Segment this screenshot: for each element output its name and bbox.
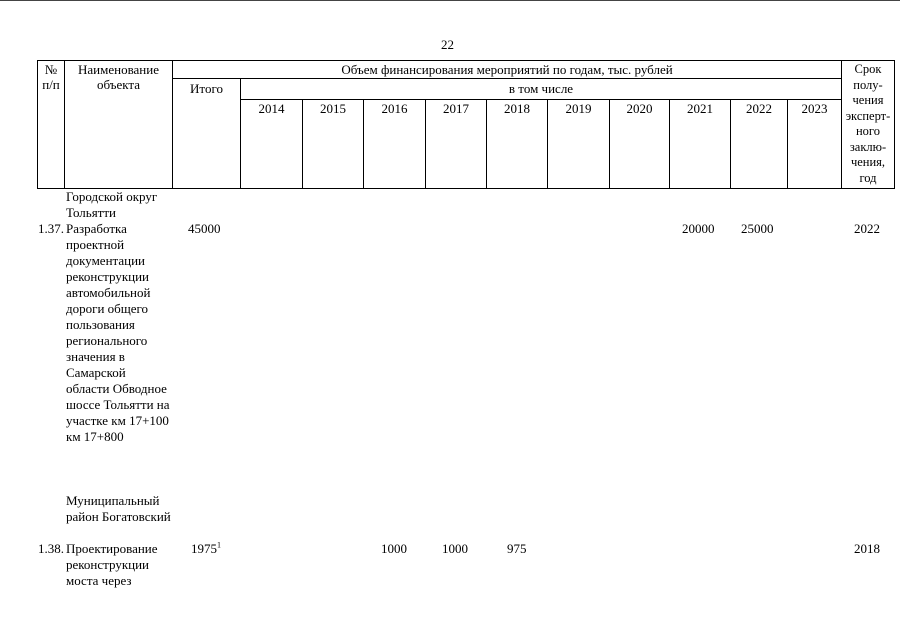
page-number: 22 bbox=[441, 37, 454, 52]
header-year-2017: 2017 bbox=[443, 101, 469, 116]
header-year-2023: 2023 bbox=[801, 101, 828, 116]
header-col-num: № п/п bbox=[42, 62, 60, 92]
row-value-2021: 20000 bbox=[682, 221, 715, 236]
header-col-total: Итого bbox=[190, 81, 223, 96]
row-object-name: Проектирование реконструкции моста через bbox=[66, 541, 158, 588]
row-term: 2018 bbox=[854, 541, 880, 556]
header-year-2021: 2021 bbox=[687, 101, 713, 116]
header-col-name: Наименование объекта bbox=[78, 62, 159, 92]
row-number: 1.37. bbox=[38, 221, 64, 236]
row-region: Муниципальный район Богатовский bbox=[66, 493, 171, 524]
header-year-2018: 2018 bbox=[504, 101, 530, 116]
header-year-2019: 2019 bbox=[565, 101, 592, 116]
row-value-2017: 1000 bbox=[442, 541, 468, 556]
row-number: 1.38. bbox=[38, 541, 64, 556]
header-col-volume: Объем финансирования мероприятий по годам, тыс. рублей bbox=[341, 62, 673, 77]
row-value-2016: 1000 bbox=[381, 541, 407, 556]
page-top-border bbox=[0, 0, 900, 1]
header-year-2022: 2022 bbox=[746, 101, 772, 116]
row-region: Городской округ Тольятти bbox=[66, 189, 158, 220]
header-year-2015: 2015 bbox=[320, 101, 346, 116]
row-value-2018: 975 bbox=[507, 541, 527, 556]
header-year-2014: 2014 bbox=[258, 101, 285, 116]
row-value-2022: 25000 bbox=[741, 221, 774, 236]
header-col-term: Срок полу-чения эксперт-ного заклю-чения, год bbox=[845, 62, 891, 185]
header-col-including: в том числе bbox=[508, 81, 574, 96]
row-total: 45000 bbox=[188, 221, 221, 236]
row-object-name: Разработка проектной документации реконструкции автомобильной дороги общего пользования регионального значения в Самарской области Обводное шоссе Тольятти на участке км 17+100 км 17+800 bbox=[66, 221, 170, 444]
row-total: 1975$^1$ bbox=[191, 540, 221, 556]
header-year-2020: 2020 bbox=[626, 101, 653, 116]
header-year-2016: 2016 bbox=[381, 101, 408, 116]
row-term: 2022 bbox=[854, 221, 880, 236]
